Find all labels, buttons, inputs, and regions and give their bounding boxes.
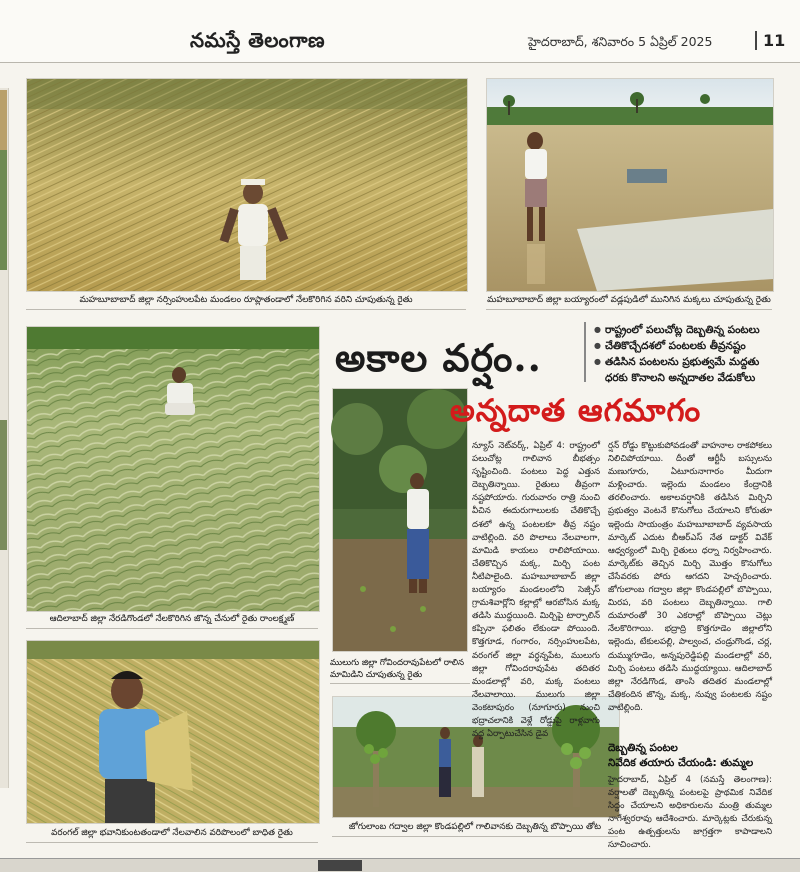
- photo-fallen-sorghum: [26, 326, 320, 612]
- photo-caption: మహబూబాబాద్ జిల్లా బయ్యారంలో వడ్లపుడిలో మునిగిన మక్కలు చూపుతున్న రైతు: [486, 295, 772, 310]
- photo-mango-grove: [332, 388, 468, 652]
- dateline: హైదరాబాద్, శనివారం 5 ఏప్రిల్ 2025: [528, 34, 713, 49]
- highlight-item: ● చేతికొచ్చేదశలో పంటలకు తీవ్రనష్టం: [594, 338, 794, 354]
- story-highlights: [594, 322, 794, 386]
- headline-divider: [584, 322, 586, 382]
- highlight-item: ● రాష్ట్రంలో పలుచోట్ల దెబ్బతిన్న పంటలు: [594, 322, 794, 338]
- story-headline: అన్నదాత ఆగమాగం: [450, 393, 702, 429]
- edge-image-fragment: [0, 90, 7, 150]
- page-footer: [0, 858, 800, 872]
- photo-fallen-paddy: [26, 78, 468, 292]
- photo-farmer-with-paddy: [26, 640, 320, 824]
- story-kicker: అకాల వర్షం..: [335, 335, 542, 380]
- page-number: 11: [755, 31, 785, 50]
- photo-caption: జోగులాంబ గద్వాల జిల్లా కొండపల్లిలో గాలివానకు దెబ్బతిన్న బొప్పాయి తోట: [332, 822, 618, 837]
- edge-image-fragment: [0, 420, 7, 550]
- photo-caption: ములుగు జిల్లా గోవిందరావుపేటలో రాలిన మామిడిని చూపుతున్న రైతు: [330, 657, 470, 684]
- highlight-item: ● తడిసిన పంటలను ప్రభుత్వమే మద్దతు: [594, 354, 794, 370]
- story-body-column-1: న్యూస్ నెట్‌వర్క్, ఏప్రిల్ 4: రాష్ట్రంలో పలుచోట్ల గాలివాన బీభత్సం సృష్టించింది. పంటలు పెద్ద ఎత్తున దెబ్బతిన్నాయి. రైతులు తీవ్రంగా నష్టపోయారు. గురువారం రాత్రి నుంచి వీచిన ఈదురుగాలులకు చేతికొచ్చే దశలో ఉన్న పంటలకూ తీవ్ర నష్టం వాటిల్లింది. వరి పొలాలు నేలవాలగా, మామిడి కాయలు రాలిపోయాయి. చేతికొచ్చిన మక్క, మిర్చి పంట నీటిపాలైంది. మహబూబాబాద్ జిల్లా బయ్యారం మండలంలోని సెజ్సీస్ గ్రామశివార్లోని కల్లాల్లో ఆరబోసిన మక్క తడిసి ముద్దయింది. మిర్చిపై టార్పాలిన్ కప్పినా ఫలితం లేకుండా పోయింది. కొత్తగూడ, గంగారం, నర్సింహులపేట, వరంగల్ జిల్లా వర్ధన్నపేట, ములుగు జిల్లా గోవిందరావుపేట తదితర మండలాల్లో వరి, మక్క పంటలు నేలవాలాయి. ములుగు జిల్లా వెంకటాపురం (నూగూరు) నుంచి భద్రాచలానికి వెళ్లే రోడ్డుపై రాళ్లవాగు వద్ద ఏర్పాటుచేసిన డైవ: [472, 441, 600, 740]
- highlight-item: ధరకు కొనాలని అన్నదాతల వేడుకోలు: [605, 372, 756, 384]
- footer-tab: [318, 860, 362, 871]
- photo-caption: వరంగల్ జిల్లా భవానికుంటతండాలో నేలవాలిన వరిపొలంలో బాధిత రైతు: [26, 828, 318, 843]
- photo-flooded-field: [486, 78, 774, 292]
- sub-story-headline: నివేదిక తయారు చేయండి: తుమ్మల: [608, 757, 754, 769]
- story-body-column-2: ర్షన్ రోడ్డు కొట్టుకుపోవడంతో వాహనాల రాకపోకలు నిలిచిపోయాయి. దీంతో ఆర్టీసీ బస్సులను మణుగూరు, ఏటూరునాగారం మీదుగా మళ్లించారు. ఇల్లెందు మండలం కేంద్రానికి తరలించారు. అకాలవర్షానికి తడిసిన మిర్చిని ప్రభుత్వం వెంటనే కొనుగోలు చేయాలని కోరుతూ ఇల్లెందు సాయంత్రం మహబూబాబాద్ వ్యవసాయ మార్కెట్ ఎదుట బీఆర్‌ఎస్ నేత డాక్టర్ వివేక్ ఆధ్వర్యంలో మిర్చి రైతులు ధర్నా నిర్వహించారు. మార్కెట్‌కు తెచ్చిన మిర్చి మొత్తం కొనుగోలు చేసేవరకు పోరు ఆగదని హెచ్చరించారు. జోగులాంబ గద్వాల జిల్లా కొండపల్లిలో బొప్పాయి, మిరప, వరి పంటలు దెబ్బతిన్నాయి. గాలి దుమారంతో 30 ఎకరాల్లో బొప్పాయి చెట్లు నేలకొరిగాయి. భద్రాద్రి కొత్తగూడెం జిల్లాలోని ఇల్లెందు, టేకులపల్లి, పాల్వంచ, చండ్రుగొండ, చర్ల, దుమ్ముగూడెం, అన్నపురెడ్డిపల్లి మండలాల్లో వరి, మిర్చి పంటలు తడిసి ముద్దయ్యాయి. ఆదిలాబాద్ జిల్లా నేరడిగొండ, తాంసి తదితర మండలాల్లో చేతికందిన జొన్న, మక్క, నువ్వు పంటలకు నష్టం వాటిల్లింది.: [608, 441, 772, 713]
- page-header: [0, 0, 800, 63]
- masthead: నమస్తే తెలంగాణ: [190, 28, 326, 52]
- photo-caption: మహబూబాబాద్ జిల్లా నర్సింహులపేట మండలం రూప్లాతండాలో నేలకొరిగిన వరిని చూపుతున్న రైతు: [26, 295, 466, 310]
- photo-caption: ఆదిలాబాద్ జిల్లా నేరడిగొండలో నేలకొరిగిన జొన్న చేనులో రైతు రాంలక్ష్మణ్: [26, 614, 318, 629]
- edge-image-fragment: [0, 150, 7, 270]
- sub-story-kicker: దెబ్బతిన్న పంటల: [608, 742, 678, 754]
- sub-story-body: హైదరాబాద్, ఏప్రిల్ 4 (నమస్తే తెలంగాణ): వర్షాలతో దెబ్బతిన్న పంటలపై ప్రాథమిక నివేదిక సిద్ధం చేయాలని అధికారులను మంత్రి తుమ్మల నాగేశ్వరరావు ఆదేశించారు. మార్కెట్లకు చేరుకున్న పంట ఉత్పత్తులను జాగ్రత్తగా కాపాడాలని సూచించారు.: [608, 775, 772, 851]
